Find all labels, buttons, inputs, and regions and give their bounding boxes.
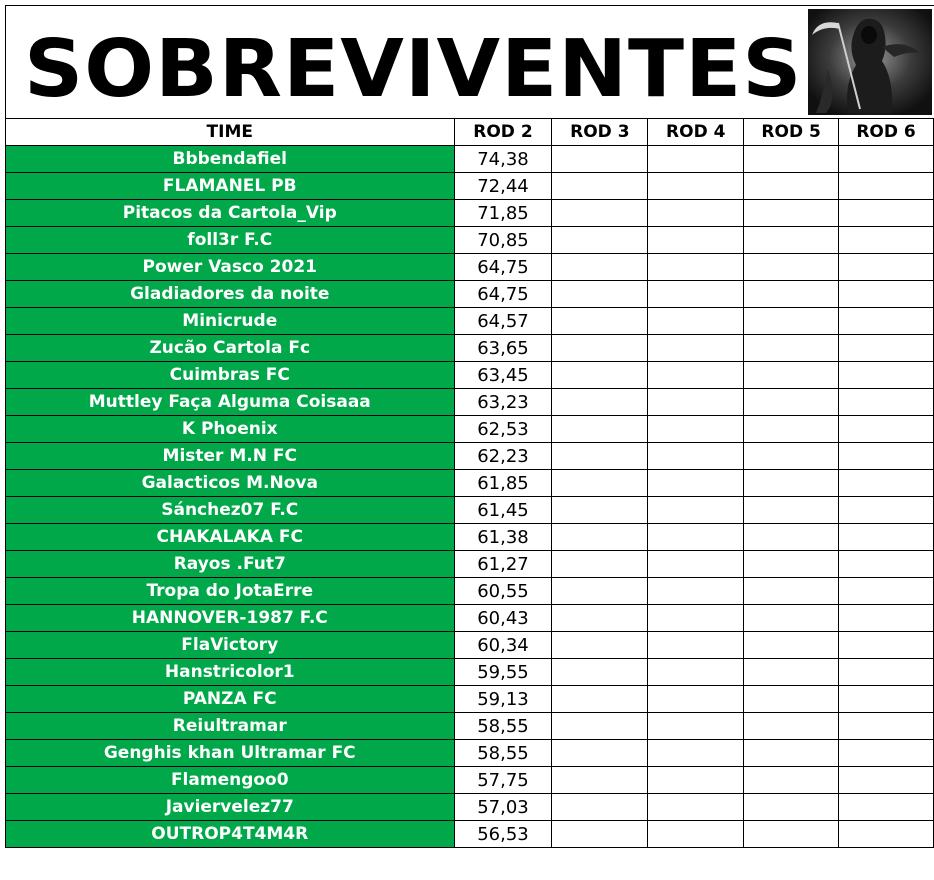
grim-reaper-icon: [808, 9, 932, 115]
table-row: [6, 551, 934, 578]
column-header-rod6: ROD 6: [839, 119, 934, 146]
rod6-score-cell: [839, 524, 934, 551]
rod6-score-cell: [839, 389, 934, 416]
rod3-score-cell: [552, 794, 648, 821]
team-name-cell: Pitacos da Cartola_Vip: [6, 200, 455, 227]
rod6-score-cell: [839, 659, 934, 686]
table-row: [6, 416, 934, 443]
rod2-score-cell: 64,75: [454, 254, 552, 281]
rod6-score-cell: [839, 146, 934, 173]
rod5-score-cell: [744, 362, 839, 389]
rod5-score-cell: [744, 551, 839, 578]
team-name-cell: Minicrude: [6, 308, 455, 335]
rod5-score-cell: [744, 659, 839, 686]
table-row: [6, 497, 934, 524]
rod5-score-cell: [744, 821, 839, 848]
rod6-score-cell: [839, 200, 934, 227]
rod6-score-cell: [839, 821, 934, 848]
rod6-score-cell: [839, 740, 934, 767]
rod2-score-cell: 57,75: [454, 767, 552, 794]
rod5-score-cell: [744, 632, 839, 659]
table-row: [6, 362, 934, 389]
rod4-score-cell: [648, 443, 744, 470]
rod3-score-cell: [552, 389, 648, 416]
team-name-cell: OUTROP4T4M4R: [6, 821, 455, 848]
table-row: [6, 767, 934, 794]
table-row: [6, 821, 934, 848]
rod6-score-cell: [839, 578, 934, 605]
rod3-score-cell: [552, 821, 648, 848]
rod4-score-cell: [648, 713, 744, 740]
column-header-time: TIME: [6, 119, 455, 146]
rod4-score-cell: [648, 281, 744, 308]
rod6-score-cell: [839, 551, 934, 578]
rod3-score-cell: [552, 497, 648, 524]
rod5-score-cell: [744, 470, 839, 497]
rod2-score-cell: 61,38: [454, 524, 552, 551]
team-name-cell: Galacticos M.Nova: [6, 470, 455, 497]
rod3-score-cell: [552, 281, 648, 308]
column-header-rod4: ROD 4: [648, 119, 744, 146]
rod2-score-cell: 58,55: [454, 713, 552, 740]
rod6-score-cell: [839, 416, 934, 443]
rod4-score-cell: [648, 740, 744, 767]
rod2-score-cell: 59,13: [454, 686, 552, 713]
rod4-score-cell: [648, 254, 744, 281]
team-name-cell: K Phoenix: [6, 416, 455, 443]
rod2-score-cell: 56,53: [454, 821, 552, 848]
team-name-cell: Power Vasco 2021: [6, 254, 455, 281]
rod4-score-cell: [648, 605, 744, 632]
team-name-cell: FlaVictory: [6, 632, 455, 659]
table-row: [6, 470, 934, 497]
header-row: [6, 119, 934, 146]
rod2-score-cell: 60,34: [454, 632, 552, 659]
rod6-score-cell: [839, 362, 934, 389]
rod5-score-cell: [744, 173, 839, 200]
rod2-score-cell: 70,85: [454, 227, 552, 254]
rod2-score-cell: 74,38: [454, 146, 552, 173]
rod2-score-cell: 60,55: [454, 578, 552, 605]
rod4-score-cell: [648, 416, 744, 443]
rod3-score-cell: [552, 227, 648, 254]
team-name-cell: Tropa do JotaErre: [6, 578, 455, 605]
rod3-score-cell: [552, 605, 648, 632]
rod4-score-cell: [648, 308, 744, 335]
rod2-score-cell: 64,57: [454, 308, 552, 335]
rod3-score-cell: [552, 659, 648, 686]
rod2-score-cell: 71,85: [454, 200, 552, 227]
team-name-cell: foll3r F.C: [6, 227, 455, 254]
rod6-score-cell: [839, 227, 934, 254]
table-row: [6, 443, 934, 470]
table-row: [6, 605, 934, 632]
rod6-score-cell: [839, 632, 934, 659]
rod3-score-cell: [552, 767, 648, 794]
team-name-cell: Gladiadores da noite: [6, 281, 455, 308]
rod2-score-cell: 72,44: [454, 173, 552, 200]
rod2-score-cell: 63,23: [454, 389, 552, 416]
column-header-rod5: ROD 5: [744, 119, 839, 146]
rod5-score-cell: [744, 281, 839, 308]
rod4-score-cell: [648, 767, 744, 794]
rod6-score-cell: [839, 281, 934, 308]
rod4-score-cell: [648, 821, 744, 848]
rod3-score-cell: [552, 551, 648, 578]
rod4-score-cell: [648, 227, 744, 254]
grim-reaper-image: [808, 9, 932, 115]
team-name-cell: PANZA FC: [6, 686, 455, 713]
rod5-score-cell: [744, 227, 839, 254]
table-row: [6, 632, 934, 659]
rod6-score-cell: [839, 443, 934, 470]
team-name-cell: Sánchez07 F.C: [6, 497, 455, 524]
rod2-score-cell: 60,43: [454, 605, 552, 632]
table-row: [6, 794, 934, 821]
rod5-score-cell: [744, 200, 839, 227]
rod3-score-cell: [552, 443, 648, 470]
rod2-score-cell: 62,53: [454, 416, 552, 443]
table-row: [6, 281, 934, 308]
scores-table: [5, 118, 934, 848]
rod4-score-cell: [648, 686, 744, 713]
rod4-score-cell: [648, 173, 744, 200]
team-name-cell: Genghis khan Ultramar FC: [6, 740, 455, 767]
team-name-cell: Reiultramar: [6, 713, 455, 740]
rod2-score-cell: 63,65: [454, 335, 552, 362]
rod2-score-cell: 58,55: [454, 740, 552, 767]
rod2-score-cell: 62,23: [454, 443, 552, 470]
rod6-score-cell: [839, 767, 934, 794]
team-name-cell: Cuimbras FC: [6, 362, 455, 389]
rod3-score-cell: [552, 713, 648, 740]
rod4-score-cell: [648, 389, 744, 416]
rod3-score-cell: [552, 470, 648, 497]
rod6-score-cell: [839, 497, 934, 524]
rod5-score-cell: [744, 713, 839, 740]
rod2-score-cell: 61,27: [454, 551, 552, 578]
rod5-score-cell: [744, 794, 839, 821]
rod3-score-cell: [552, 173, 648, 200]
rod2-score-cell: 64,75: [454, 281, 552, 308]
team-name-cell: CHAKALAKA FC: [6, 524, 455, 551]
rod6-score-cell: [839, 713, 934, 740]
rod4-score-cell: [648, 200, 744, 227]
team-name-cell: Flamengoo0: [6, 767, 455, 794]
table-row: [6, 146, 934, 173]
page-title: SOBREVIVENTES: [24, 23, 803, 115]
rod6-score-cell: [839, 794, 934, 821]
rod5-score-cell: [744, 686, 839, 713]
rod3-score-cell: [552, 632, 648, 659]
table-row: [6, 200, 934, 227]
rod4-score-cell: [648, 659, 744, 686]
team-name-cell: Zucão Cartola Fc: [6, 335, 455, 362]
rod3-score-cell: [552, 740, 648, 767]
team-name-cell: Javiervelez77: [6, 794, 455, 821]
rod3-score-cell: [552, 416, 648, 443]
rod5-score-cell: [744, 497, 839, 524]
rod6-score-cell: [839, 308, 934, 335]
rod5-score-cell: [744, 146, 839, 173]
title-band: [5, 5, 934, 118]
table-row: [6, 659, 934, 686]
rod4-score-cell: [648, 578, 744, 605]
team-name-cell: Rayos .Fut7: [6, 551, 455, 578]
rod4-score-cell: [648, 551, 744, 578]
rod6-score-cell: [839, 470, 934, 497]
rod4-score-cell: [648, 497, 744, 524]
rod5-score-cell: [744, 767, 839, 794]
rod5-score-cell: [744, 605, 839, 632]
rod2-score-cell: 61,85: [454, 470, 552, 497]
rod5-score-cell: [744, 443, 839, 470]
table-row: [6, 524, 934, 551]
table-row: [6, 173, 934, 200]
rod4-score-cell: [648, 524, 744, 551]
rod5-score-cell: [744, 416, 839, 443]
rod2-score-cell: 57,03: [454, 794, 552, 821]
rod4-score-cell: [648, 632, 744, 659]
rod5-score-cell: [744, 524, 839, 551]
rod3-score-cell: [552, 308, 648, 335]
rod6-score-cell: [839, 254, 934, 281]
rod5-score-cell: [744, 740, 839, 767]
table-row: [6, 308, 934, 335]
table-row: [6, 227, 934, 254]
rod5-score-cell: [744, 308, 839, 335]
rod2-score-cell: 59,55: [454, 659, 552, 686]
rod3-score-cell: [552, 362, 648, 389]
rod3-score-cell: [552, 524, 648, 551]
table-row: [6, 713, 934, 740]
table-row: [6, 686, 934, 713]
team-name-cell: Muttley Faça Alguma Coisaaa: [6, 389, 455, 416]
team-name-cell: HANNOVER-1987 F.C: [6, 605, 455, 632]
rod3-score-cell: [552, 254, 648, 281]
rod4-score-cell: [648, 470, 744, 497]
column-header-rod2: ROD 2: [454, 119, 552, 146]
team-name-cell: FLAMANEL PB: [6, 173, 455, 200]
rod4-score-cell: [648, 362, 744, 389]
rod6-score-cell: [839, 686, 934, 713]
rod5-score-cell: [744, 578, 839, 605]
rod5-score-cell: [744, 335, 839, 362]
rod3-score-cell: [552, 686, 648, 713]
rod4-score-cell: [648, 335, 744, 362]
rod2-score-cell: 63,45: [454, 362, 552, 389]
team-name-cell: Hanstricolor1: [6, 659, 455, 686]
table-row: [6, 254, 934, 281]
rod2-score-cell: 61,45: [454, 497, 552, 524]
rod6-score-cell: [839, 173, 934, 200]
rod4-score-cell: [648, 146, 744, 173]
rod4-score-cell: [648, 794, 744, 821]
rod3-score-cell: [552, 146, 648, 173]
rod3-score-cell: [552, 335, 648, 362]
table-row: [6, 740, 934, 767]
table-row: [6, 578, 934, 605]
team-name-cell: Mister M.N FC: [6, 443, 455, 470]
rod5-score-cell: [744, 389, 839, 416]
table-row: [6, 335, 934, 362]
rod6-score-cell: [839, 605, 934, 632]
rod3-score-cell: [552, 200, 648, 227]
column-header-rod3: ROD 3: [552, 119, 648, 146]
rod6-score-cell: [839, 335, 934, 362]
rod5-score-cell: [744, 254, 839, 281]
table-row: [6, 389, 934, 416]
rod3-score-cell: [552, 578, 648, 605]
team-name-cell: Bbbendafiel: [6, 146, 455, 173]
